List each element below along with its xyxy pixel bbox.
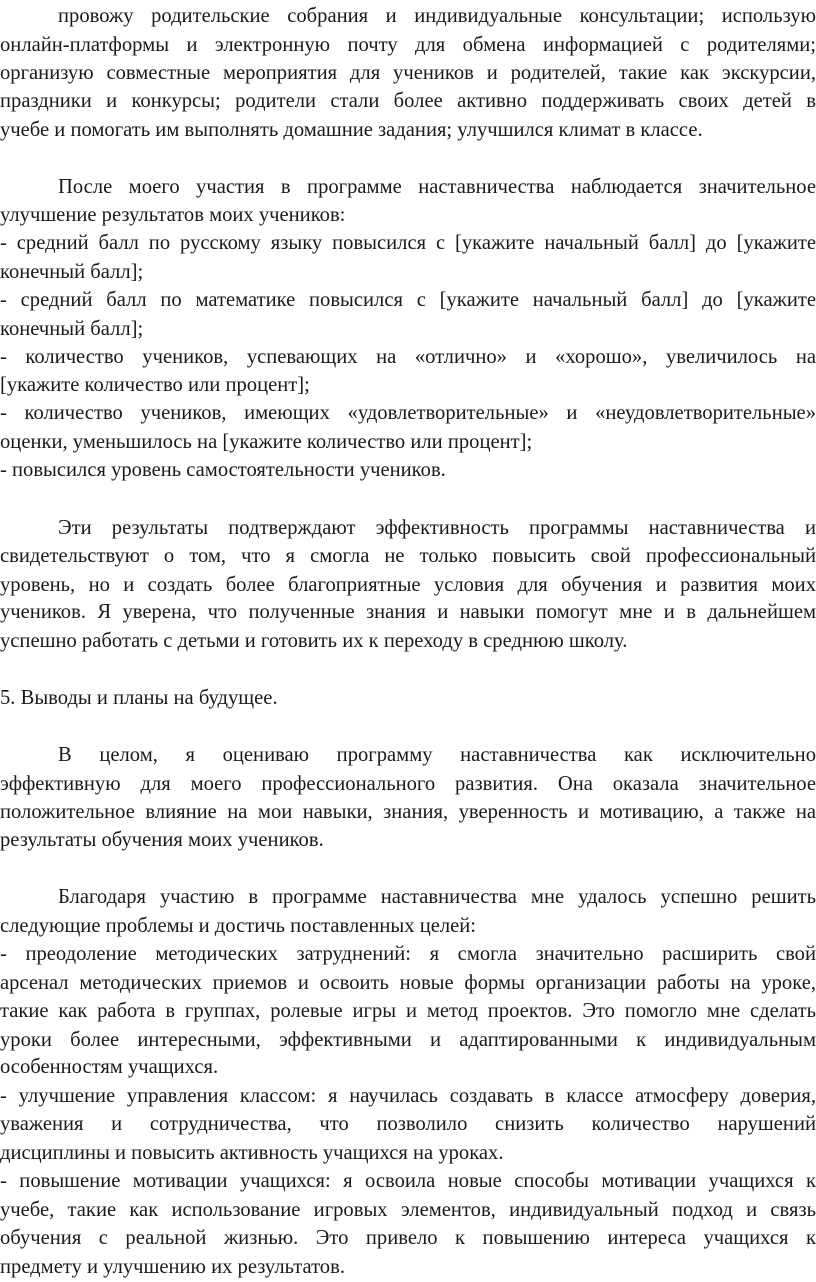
text-line: дисциплины и повысить активность учащихся на уроках. bbox=[0, 1142, 504, 1164]
text-line: Благодаря участию в программе наставничества мне удалось успешно решить bbox=[58, 886, 816, 908]
text-line: - повысился уровень самостоятельности учеников. bbox=[0, 459, 446, 481]
text-line: предмету и улучшению их результатов. bbox=[0, 1256, 345, 1278]
text-line: провожу родительские собрания и индивидуальные консультации; использую bbox=[58, 5, 816, 27]
text-line: учеников. Я уверена, что полученные знания и навыки помогут мне и в дальнейшем bbox=[0, 601, 816, 623]
text-line: После моего участия в программе наставничества наблюдается значительное bbox=[58, 176, 816, 198]
text-line: уважения и сотрудничества, что позволило снизить количество нарушений bbox=[0, 1113, 816, 1135]
text-line: [укажите количество или процент]; bbox=[0, 374, 310, 396]
text-line: учебе и помогать им выполнять домашние задания; улучшился климат в классе. bbox=[0, 119, 703, 141]
text-line: Эти результаты подтверждают эффективность программы наставничества и bbox=[58, 517, 816, 539]
text-line: уроки более интересными, эффективными и адаптированными к индивидуальным bbox=[0, 1029, 816, 1051]
text-line: обучения с реальной жизнью. Это привело к повышению интереса учащихся к bbox=[0, 1227, 816, 1249]
text-line: - количество учеников, имеющих «удовлетворительные» и «неудовлетворительные» bbox=[0, 402, 816, 424]
text-line: - преодоление методических затруднений: я смогла значительно расширить свой bbox=[0, 943, 816, 965]
text-line: эффективную для моего профессионального развития. Она оказала значительное bbox=[0, 773, 816, 795]
text-line: особенностям учащихся. bbox=[0, 1056, 219, 1078]
text-line: праздники и конкурсы; родители стали более активно поддерживать своих детей в bbox=[0, 90, 816, 112]
text-line: конечный балл]; bbox=[0, 318, 144, 340]
text-line: 5. Выводы и планы на будущее. bbox=[0, 687, 278, 709]
text-line: онлайн-платформы и электронную почту для обмена информацией с родителями; bbox=[0, 34, 816, 56]
text-line: результаты обучения моих учеников. bbox=[0, 829, 324, 851]
text-line: - улучшение управления классом: я научилась создавать в классе атмосферу доверия, bbox=[0, 1085, 816, 1107]
text-line: такие как работа в группах, ролевые игры и метод проектов. Это помогло мне сделать bbox=[0, 1000, 816, 1022]
text-line: - количество учеников, успевающих на «отлично» и «хорошо», увеличилось на bbox=[0, 346, 816, 368]
text-line: - средний балл по математике повысился с [укажите начальный балл] до [укажите bbox=[0, 289, 816, 311]
text-line: оценки, уменьшилось на [укажите количество или процент]; bbox=[0, 431, 533, 453]
text-line: организую совместные мероприятия для учеников и родителей, такие как экскурсии, bbox=[0, 62, 816, 84]
text-line: В целом, я оцениваю программу наставничества как исключительно bbox=[58, 744, 816, 766]
text-line: - средний балл по русскому языку повысился с [укажите начальный балл] до [укажите bbox=[0, 232, 816, 254]
text-line: успешно работать с детьми и готовить их к переходу в среднюю школу. bbox=[0, 630, 628, 652]
text-line: учебе, такие как использование игровых элементов, индивидуальный подход и связь bbox=[0, 1199, 816, 1221]
text-line: конечный балл]; bbox=[0, 261, 144, 283]
text-line: улучшение результатов моих учеников: bbox=[0, 204, 346, 226]
text-line: положительное влияние на мои навыки, знания, уверенность и мотивацию, а также на bbox=[0, 801, 816, 823]
text-line: уровень, но и создать более благоприятные условия для обучения и развития моих bbox=[0, 574, 816, 596]
text-line: арсенал методических приемов и освоить новые формы организации работы на уроке, bbox=[0, 972, 816, 994]
text-line: - повышение мотивации учащихся: я освоила новые способы мотивации учащихся к bbox=[0, 1170, 816, 1192]
text-line: свидетельствуют о том, что я смогла не только повысить свой профессиональный bbox=[0, 545, 816, 567]
text-line: следующие проблемы и достичь поставленных целей: bbox=[0, 915, 477, 937]
